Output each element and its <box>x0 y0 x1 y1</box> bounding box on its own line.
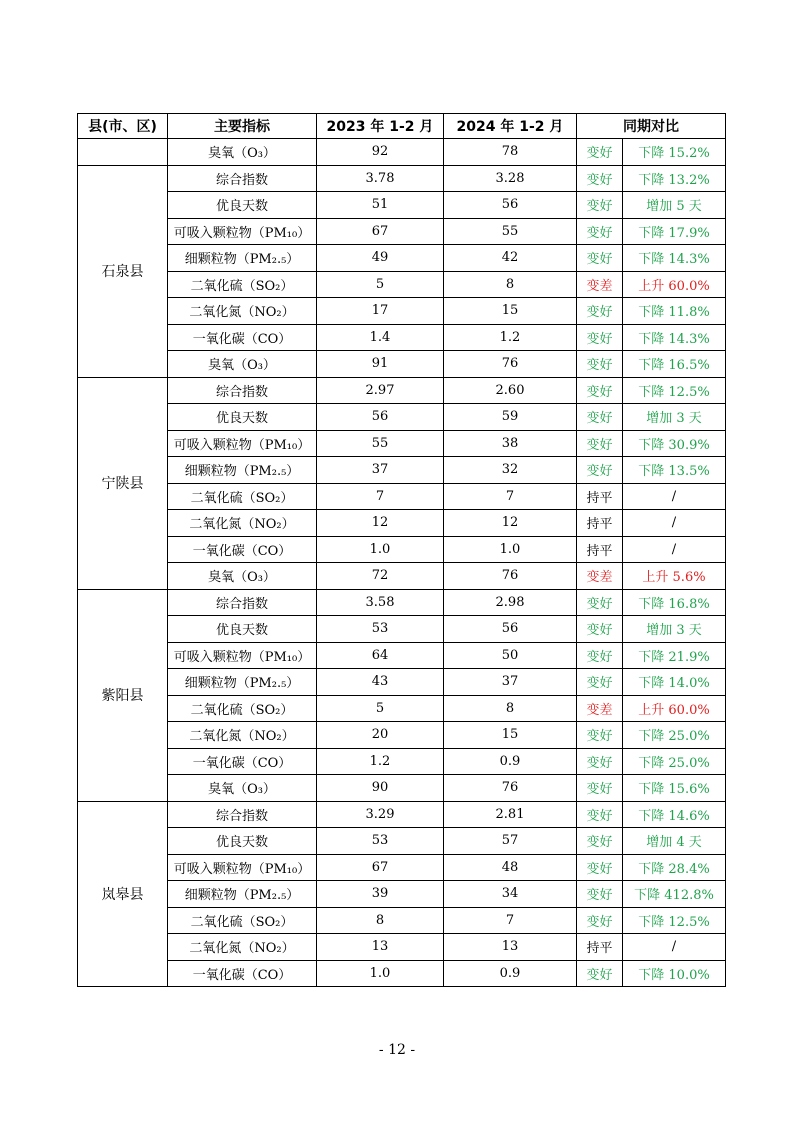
value-2023-cell: 55 <box>317 430 444 457</box>
indicator-cell: 一氧化碳（CO） <box>168 748 317 775</box>
status-cell: 变好 <box>577 218 623 245</box>
value-2024-cell: 2.81 <box>444 801 577 828</box>
change-cell: 下降 14.3% <box>623 245 726 272</box>
indicator-cell: 一氧化碳（CO） <box>168 324 317 351</box>
value-2024-cell: 42 <box>444 245 577 272</box>
table-row <box>78 324 726 351</box>
status-cell: 变差 <box>577 695 623 722</box>
table-row <box>78 563 726 590</box>
value-2024-cell: 13 <box>444 934 577 961</box>
indicator-cell: 臭氧（O₃） <box>168 775 317 802</box>
value-2024-cell: 37 <box>444 669 577 696</box>
value-2024-cell: 57 <box>444 828 577 855</box>
table-row <box>78 695 726 722</box>
status-cell: 变好 <box>577 589 623 616</box>
indicator-cell: 综合指数 <box>168 801 317 828</box>
county-cell: 岚皋县 <box>78 801 168 987</box>
table-row <box>78 298 726 325</box>
indicator-cell: 优良天数 <box>168 404 317 431</box>
indicator-cell: 优良天数 <box>168 828 317 855</box>
indicator-cell: 细颗粒物（PM₂.₅） <box>168 881 317 908</box>
value-2023-cell: 49 <box>317 245 444 272</box>
change-cell: 下降 21.9% <box>623 642 726 669</box>
change-cell: 下降 14.6% <box>623 801 726 828</box>
table-row <box>78 748 726 775</box>
value-2024-cell: 76 <box>444 775 577 802</box>
value-2024-cell: 34 <box>444 881 577 908</box>
indicator-cell: 可吸入颗粒物（PM₁₀） <box>168 430 317 457</box>
change-cell: 下降 10.0% <box>623 960 726 987</box>
change-cell: 增加 3 天 <box>623 616 726 643</box>
value-2023-cell: 53 <box>317 616 444 643</box>
value-2024-cell: 1.0 <box>444 536 577 563</box>
status-cell: 变好 <box>577 165 623 192</box>
value-2024-cell: 38 <box>444 430 577 457</box>
table-row <box>78 483 726 510</box>
value-2023-cell: 17 <box>317 298 444 325</box>
value-2024-cell: 15 <box>444 298 577 325</box>
value-2023-cell: 5 <box>317 271 444 298</box>
county-cell: 石泉县 <box>78 165 168 377</box>
value-2024-cell: 12 <box>444 510 577 537</box>
value-2024-cell: 2.98 <box>444 589 577 616</box>
status-cell: 变差 <box>577 271 623 298</box>
value-2023-cell: 67 <box>317 854 444 881</box>
status-cell: 变好 <box>577 881 623 908</box>
value-2023-cell: 7 <box>317 483 444 510</box>
change-cell: / <box>623 934 726 961</box>
change-cell: 下降 30.9% <box>623 430 726 457</box>
change-cell: 下降 17.9% <box>623 218 726 245</box>
value-2023-cell: 51 <box>317 192 444 219</box>
header-county: 县(市、区) <box>78 114 168 139</box>
table-row <box>78 907 726 934</box>
table-row <box>78 165 726 192</box>
air-quality-comparison-table <box>77 113 726 987</box>
indicator-cell: 臭氧（O₃） <box>168 351 317 378</box>
change-cell: 下降 28.4% <box>623 854 726 881</box>
value-2024-cell: 56 <box>444 616 577 643</box>
indicator-cell: 二氧化氮（NO₂） <box>168 298 317 325</box>
value-2023-cell: 37 <box>317 457 444 484</box>
table-row <box>78 245 726 272</box>
value-2023-cell: 91 <box>317 351 444 378</box>
indicator-cell: 可吸入颗粒物（PM₁₀） <box>168 854 317 881</box>
status-cell: 变好 <box>577 960 623 987</box>
table-row <box>78 377 726 404</box>
header-2023: 2023 年 1-2 月 <box>317 114 444 139</box>
value-2024-cell: 15 <box>444 722 577 749</box>
value-2024-cell: 7 <box>444 907 577 934</box>
indicator-cell: 细颗粒物（PM₂.₅） <box>168 669 317 696</box>
status-cell: 持平 <box>577 536 623 563</box>
value-2023-cell: 13 <box>317 934 444 961</box>
value-2024-cell: 32 <box>444 457 577 484</box>
value-2024-cell: 78 <box>444 139 577 166</box>
change-cell: 下降 16.8% <box>623 589 726 616</box>
value-2024-cell: 2.60 <box>444 377 577 404</box>
indicator-cell: 二氧化氮（NO₂） <box>168 934 317 961</box>
indicator-cell: 臭氧（O₃） <box>168 139 317 166</box>
change-cell: 上升 5.6% <box>623 563 726 590</box>
table-row <box>78 722 726 749</box>
county-cell: 宁陕县 <box>78 377 168 589</box>
change-cell: 下降 25.0% <box>623 748 726 775</box>
table-row <box>78 801 726 828</box>
change-cell: 下降 14.3% <box>623 324 726 351</box>
change-cell: 下降 15.2% <box>623 139 726 166</box>
status-cell: 变好 <box>577 775 623 802</box>
indicator-cell: 综合指数 <box>168 589 317 616</box>
value-2023-cell: 67 <box>317 218 444 245</box>
page-number: - 12 - <box>378 1042 416 1058</box>
value-2023-cell: 12 <box>317 510 444 537</box>
header-comparison: 同期对比 <box>577 114 726 139</box>
value-2023-cell: 8 <box>317 907 444 934</box>
indicator-cell: 二氧化氮（NO₂） <box>168 722 317 749</box>
value-2024-cell: 0.9 <box>444 748 577 775</box>
value-2024-cell: 76 <box>444 351 577 378</box>
indicator-cell: 二氧化硫（SO₂） <box>168 695 317 722</box>
change-cell: 下降 15.6% <box>623 775 726 802</box>
value-2024-cell: 8 <box>444 695 577 722</box>
table-row <box>78 960 726 987</box>
value-2023-cell: 1.0 <box>317 536 444 563</box>
status-cell: 变差 <box>577 563 623 590</box>
indicator-cell: 二氧化硫（SO₂） <box>168 483 317 510</box>
value-2024-cell: 50 <box>444 642 577 669</box>
county-cell: 紫阳县 <box>78 589 168 801</box>
indicator-cell: 细颗粒物（PM₂.₅） <box>168 457 317 484</box>
change-cell: 上升 60.0% <box>623 695 726 722</box>
status-cell: 持平 <box>577 483 623 510</box>
status-cell: 变好 <box>577 722 623 749</box>
table-row <box>78 430 726 457</box>
indicator-cell: 可吸入颗粒物（PM₁₀） <box>168 218 317 245</box>
value-2023-cell: 64 <box>317 642 444 669</box>
table-row <box>78 642 726 669</box>
value-2024-cell: 56 <box>444 192 577 219</box>
value-2024-cell: 0.9 <box>444 960 577 987</box>
indicator-cell: 臭氧（O₃） <box>168 563 317 590</box>
change-cell: 下降 13.5% <box>623 457 726 484</box>
indicator-cell: 二氧化氮（NO₂） <box>168 510 317 537</box>
indicator-cell: 二氧化硫（SO₂） <box>168 907 317 934</box>
table-row <box>78 510 726 537</box>
value-2024-cell: 7 <box>444 483 577 510</box>
table-row <box>78 669 726 696</box>
status-cell: 变好 <box>577 192 623 219</box>
status-cell: 变好 <box>577 642 623 669</box>
status-cell: 变好 <box>577 404 623 431</box>
value-2023-cell: 5 <box>317 695 444 722</box>
table-header-row <box>78 114 726 139</box>
change-cell: 下降 12.5% <box>623 377 726 404</box>
value-2023-cell: 3.29 <box>317 801 444 828</box>
status-cell: 变好 <box>577 298 623 325</box>
indicator-cell: 一氧化碳（CO） <box>168 960 317 987</box>
status-cell: 变好 <box>577 457 623 484</box>
table-row <box>78 271 726 298</box>
value-2023-cell: 20 <box>317 722 444 749</box>
status-cell: 变好 <box>577 828 623 855</box>
value-2023-cell: 3.78 <box>317 165 444 192</box>
value-2024-cell: 1.2 <box>444 324 577 351</box>
value-2023-cell: 43 <box>317 669 444 696</box>
value-2023-cell: 3.58 <box>317 589 444 616</box>
table-row <box>78 404 726 431</box>
status-cell: 变好 <box>577 139 623 166</box>
change-cell: 下降 11.8% <box>623 298 726 325</box>
status-cell: 变好 <box>577 351 623 378</box>
value-2023-cell: 90 <box>317 775 444 802</box>
change-cell: 下降 14.0% <box>623 669 726 696</box>
change-cell: 增加 3 天 <box>623 404 726 431</box>
value-2023-cell: 53 <box>317 828 444 855</box>
indicator-cell: 综合指数 <box>168 165 317 192</box>
header-2024: 2024 年 1-2 月 <box>444 114 577 139</box>
indicator-cell: 综合指数 <box>168 377 317 404</box>
status-cell: 变好 <box>577 669 623 696</box>
change-cell: / <box>623 483 726 510</box>
indicator-cell: 优良天数 <box>168 192 317 219</box>
indicator-cell: 细颗粒物（PM₂.₅） <box>168 245 317 272</box>
status-cell: 变好 <box>577 748 623 775</box>
value-2024-cell: 3.28 <box>444 165 577 192</box>
value-2023-cell: 2.97 <box>317 377 444 404</box>
status-cell: 变好 <box>577 907 623 934</box>
change-cell: 下降 13.2% <box>623 165 726 192</box>
value-2023-cell: 72 <box>317 563 444 590</box>
indicator-cell: 优良天数 <box>168 616 317 643</box>
change-cell: / <box>623 536 726 563</box>
value-2024-cell: 76 <box>444 563 577 590</box>
status-cell: 变好 <box>577 245 623 272</box>
county-cell <box>78 139 168 166</box>
change-cell: 下降 412.8% <box>623 881 726 908</box>
table-row <box>78 934 726 961</box>
table-row <box>78 854 726 881</box>
value-2023-cell: 1.2 <box>317 748 444 775</box>
status-cell: 变好 <box>577 377 623 404</box>
table-row <box>78 218 726 245</box>
change-cell: 下降 25.0% <box>623 722 726 749</box>
indicator-cell: 可吸入颗粒物（PM₁₀） <box>168 642 317 669</box>
table-row <box>78 589 726 616</box>
status-cell: 持平 <box>577 510 623 537</box>
value-2023-cell: 56 <box>317 404 444 431</box>
value-2024-cell: 8 <box>444 271 577 298</box>
indicator-cell: 二氧化硫（SO₂） <box>168 271 317 298</box>
status-cell: 持平 <box>577 934 623 961</box>
change-cell: 上升 60.0% <box>623 271 726 298</box>
status-cell: 变好 <box>577 430 623 457</box>
header-indicator: 主要指标 <box>168 114 317 139</box>
table-row <box>78 351 726 378</box>
change-cell: / <box>623 510 726 537</box>
change-cell: 增加 4 天 <box>623 828 726 855</box>
status-cell: 变好 <box>577 801 623 828</box>
value-2023-cell: 39 <box>317 881 444 908</box>
table-row <box>78 139 726 166</box>
value-2024-cell: 48 <box>444 854 577 881</box>
table-body <box>78 139 726 987</box>
change-cell: 下降 12.5% <box>623 907 726 934</box>
change-cell: 增加 5 天 <box>623 192 726 219</box>
value-2024-cell: 55 <box>444 218 577 245</box>
table-row <box>78 828 726 855</box>
table-row <box>78 536 726 563</box>
value-2023-cell: 92 <box>317 139 444 166</box>
status-cell: 变好 <box>577 616 623 643</box>
table-row <box>78 775 726 802</box>
indicator-cell: 一氧化碳（CO） <box>168 536 317 563</box>
status-cell: 变好 <box>577 324 623 351</box>
status-cell: 变好 <box>577 854 623 881</box>
value-2024-cell: 59 <box>444 404 577 431</box>
change-cell: 下降 16.5% <box>623 351 726 378</box>
table-row <box>78 192 726 219</box>
table-row <box>78 616 726 643</box>
table-row <box>78 457 726 484</box>
value-2023-cell: 1.4 <box>317 324 444 351</box>
value-2023-cell: 1.0 <box>317 960 444 987</box>
table-row <box>78 881 726 908</box>
